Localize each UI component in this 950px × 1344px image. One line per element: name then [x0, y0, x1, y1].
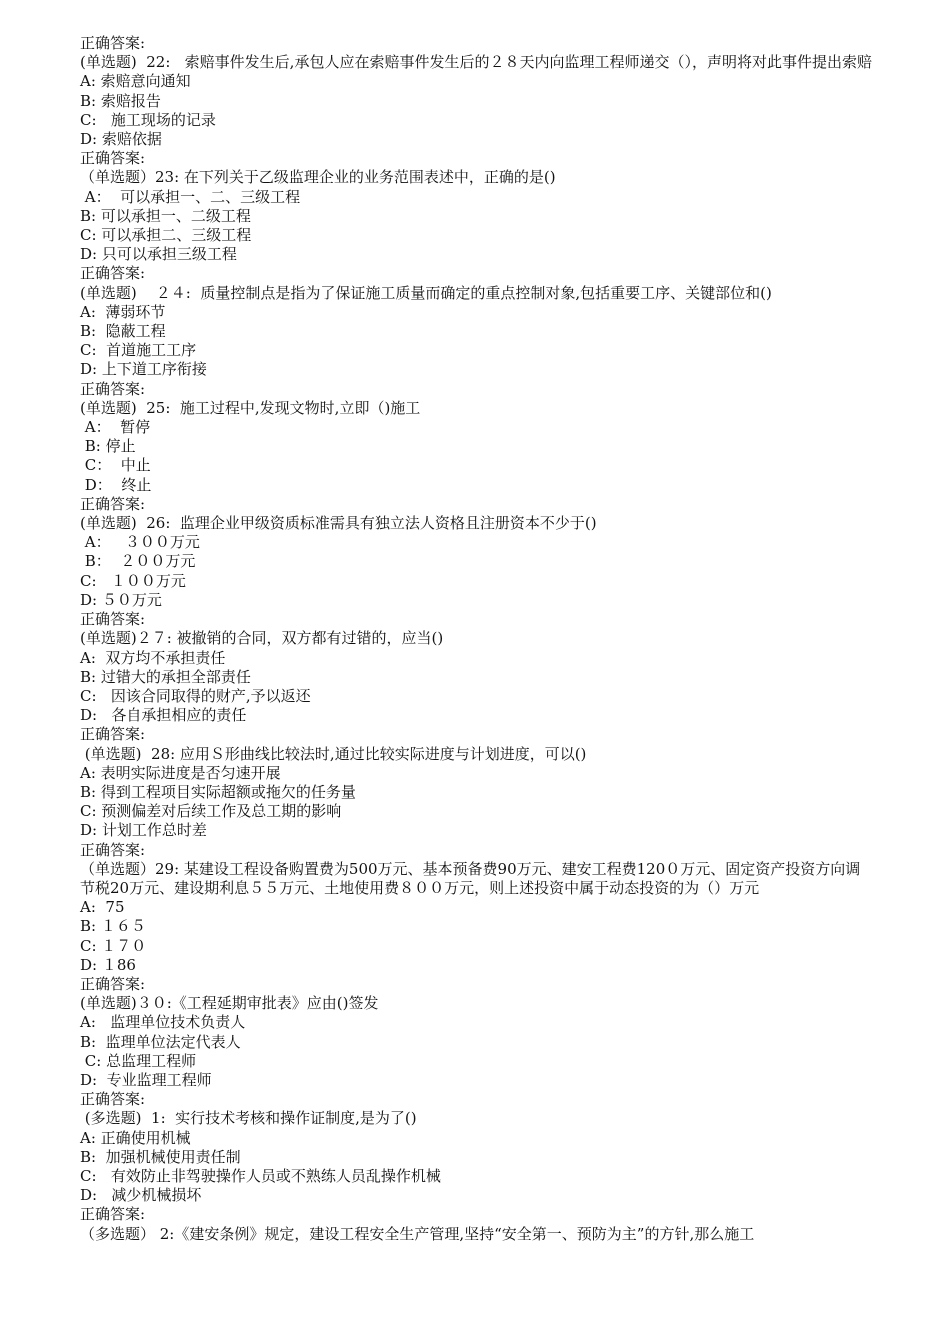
text-line: 正确答案: [80, 1205, 146, 1224]
text-line: A: 索赔意向通知 [80, 72, 191, 91]
text-line: （多选题） 2:《建安条例》规定，建设工程安全生产管理,坚持“安全第一、预防为主”的方针,那么施工 [80, 1224, 755, 1243]
text-line: （单选题）23: 在下列关于乙级监理企业的业务范围表述中，正确的是() [80, 168, 556, 187]
text-line: C: 有效防止非驾驶操作人员或不熟练人员乱操作机械 [80, 1166, 441, 1185]
text-line: A： 暂停 [80, 418, 151, 437]
text-line: B: 加强机械使用责任制 [80, 1147, 241, 1166]
text-line: (多选题) 1: 实行技术考核和操作证制度,是为了() [80, 1109, 417, 1128]
text-line: 正确答案: [80, 34, 146, 52]
text-line: D: 专业监理工程师 [80, 1070, 212, 1089]
text-line: A: 正确使用机械 [80, 1128, 191, 1147]
text-line: (单选题) ２４: 质量控制点是指为了保证施工质量而确定的重点控制对象,包括重要工序、关键部位和() [80, 283, 772, 302]
text-line: D: 计划工作总时差 [80, 821, 207, 840]
text-line: A: 薄弱环节 [80, 302, 166, 321]
text-line: D： 终止 [80, 475, 152, 494]
text-line: C: 施工现场的记录 [80, 110, 216, 129]
text-line: C: 预测偏差对后续工作及总工期的影响 [80, 802, 342, 821]
text-line: B： ２００万元 [80, 552, 196, 571]
text-line: B: 监理单位法定代表人 [80, 1032, 241, 1051]
text-line: 正确答案: [80, 840, 146, 859]
text-line: B: １６５ [80, 917, 146, 936]
text-line: (单选题) 26: 监理企业甲级资质标准需具有独立法人资格且注册资本不少于() [80, 514, 597, 533]
text-line: D: 索赔依据 [80, 130, 162, 149]
text-line: D: ５０万元 [80, 590, 162, 609]
text-line: 正确答案: [80, 974, 146, 993]
text-line: (单选题) 28: 应用Ｓ形曲线比较法时,通过比较实际进度与计划进度，可以() [80, 744, 587, 763]
text-line: C： 中止 [80, 456, 151, 475]
text-line: 正确答案: [80, 264, 146, 283]
text-line: A: 75 [80, 898, 125, 917]
text-line: 正确答案: [80, 149, 146, 168]
text-line: B: 隐蔽工程 [80, 322, 166, 341]
text-line: D: 减少机械损坏 [80, 1186, 202, 1205]
text-line: C: 总监理工程师 [80, 1051, 197, 1070]
text-line: 正确答案: [80, 725, 146, 744]
text-line: A: 监理单位技术负责人 [80, 1013, 246, 1032]
text-line: B: 得到工程项目实际超额或拖欠的任务量 [80, 782, 356, 801]
text-line: A: 表明实际进度是否匀速开展 [80, 763, 281, 782]
text-line: C: 首道施工工序 [80, 341, 197, 360]
text-line: B: 可以承担一、二级工程 [80, 206, 251, 225]
text-line: B: 过错大的承担全部责任 [80, 667, 251, 686]
text-line: (单选题)３０:《工程延期审批表》应由()签发 [80, 994, 379, 1013]
text-line: C: 可以承担二、三级工程 [80, 226, 252, 245]
text-line: B: 索赔报告 [80, 91, 161, 110]
text-line: A： 可以承担一、二、三级工程 [80, 187, 301, 206]
text-line: A: 双方均不承担责任 [80, 648, 226, 667]
text-line: C: 因该合同取得的财产,予以返还 [80, 686, 311, 705]
text-line: D: 只可以承担三级工程 [80, 245, 237, 264]
text-line: (单选题) 25: 施工过程中,发现文物时,立即（)施工 [80, 398, 421, 417]
text-line: D: 各自承担相应的责任 [80, 706, 247, 725]
text-line: C: １７０ [80, 936, 147, 955]
text-line: 正确答案: [80, 379, 146, 398]
text-line: (单选题) 22: 索赔事件发生后,承包人应在索赔事件发生后的２８天内向监理工程师递交（），声明将对此事件提出索赔 [80, 53, 872, 72]
text-line: 正确答案: [80, 1090, 146, 1109]
text-line: A： ３００万元 [80, 533, 200, 552]
text-line: 正确答案: [80, 494, 146, 513]
text-line: D: １86 [80, 955, 136, 974]
text-line: 正确答案: [80, 610, 146, 629]
text-line: B: 停止 [80, 437, 136, 456]
text-line: （单选题）29: 某建设工程设备购置费为500万元、基本预备费90万元、建安工程费120０万元、固定资产投资方向调节税20万元、建设期利息５５万元、土地使用费８００万元，则上述投资中属于动态投资的为（）万元 [80, 859, 861, 897]
text-line: D: 上下道工序衔接 [80, 360, 207, 379]
text-line: (单选题)２７: 被撤销的合同，双方都有过错的，应当() [80, 629, 444, 648]
text-line: C: １００万元 [80, 571, 186, 590]
